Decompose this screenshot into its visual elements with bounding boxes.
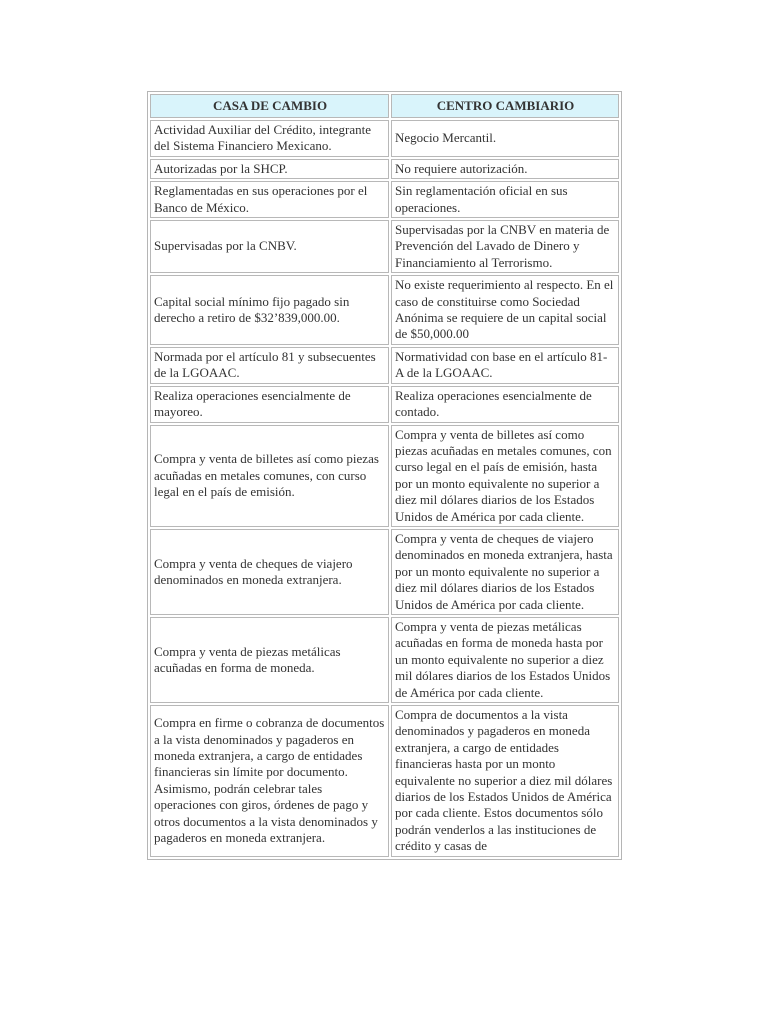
cell-casa-de-cambio: Normada por el artículo 81 y subsecuentes de la LGOAAC. — [150, 347, 389, 384]
cell-casa-de-cambio: Compra en firme o cobranza de documentos a la vista denominados y pagaderos en moneda extranjera, a cargo de entidades financieras sin límite por documento. Asimismo, podrán celebrar tales operaciones con giros, órdenes de pago y otros documentos a la vista denominados y pagaderos en moneda extranjera. — [150, 705, 389, 857]
table-row — [150, 529, 619, 615]
table-row — [150, 159, 619, 179]
header-centro-cambiario: CENTRO CAMBIARIO — [391, 94, 619, 118]
cell-casa-de-cambio: Compra y venta de cheques de viajero denominados en moneda extranjera. — [150, 529, 389, 615]
table-row — [150, 705, 619, 857]
table-row — [150, 347, 619, 384]
cell-centro-cambiario: Realiza operaciones esencialmente de contado. — [391, 386, 619, 423]
cell-centro-cambiario: Compra y venta de cheques de viajero denominados en moneda extranjera, hasta por un monto equivalente no superior a diez mil dólares diarios de los Estados Unidos de América por cada cliente. — [391, 529, 619, 615]
cell-centro-cambiario: Supervisadas por la CNBV en materia de Prevención del Lavado de Dinero y Financiamiento al Terrorismo. — [391, 220, 619, 273]
table-row — [150, 425, 619, 527]
cell-casa-de-cambio: Actividad Auxiliar del Crédito, integrante del Sistema Financiero Mexicano. — [150, 120, 389, 157]
table-row — [150, 181, 619, 218]
table-viewport — [147, 91, 622, 930]
cell-casa-de-cambio: Realiza operaciones esencialmente de mayoreo. — [150, 386, 389, 423]
cell-casa-de-cambio: Supervisadas por la CNBV. — [150, 220, 389, 273]
table-row — [150, 617, 619, 703]
cell-centro-cambiario: No requiere autorización. — [391, 159, 619, 179]
table-row — [150, 386, 619, 423]
cell-centro-cambiario: Compra y venta de piezas metálicas acuñadas en forma de moneda hasta por un monto equivalente no superior a diez mil dólares diarios de los Estados Unidos de América por cada cliente. — [391, 617, 619, 703]
header-casa-de-cambio: CASA DE CAMBIO — [150, 94, 389, 118]
table-row — [150, 220, 619, 273]
table-header-row — [150, 94, 619, 118]
cell-casa-de-cambio: Compra y venta de billetes así como piezas acuñadas en metales comunes, con curso legal en el país de emisión. — [150, 425, 389, 527]
cell-centro-cambiario: No existe requerimiento al respecto. En el caso de constituirse como Sociedad Anónima se requiere de un capital social de $50,000.00 — [391, 275, 619, 345]
cell-centro-cambiario: Negocio Mercantil. — [391, 120, 619, 157]
comparison-table — [147, 91, 622, 860]
cell-centro-cambiario: Compra de documentos a la vista denominados y pagaderos en moneda extranjera, a cargo de entidades financieras hasta por un monto equivalente no superior a diez mil dólares diarios de los Estados Unidos de América por cada cliente. Estos documentos sólo podrán venderlos a las instituciones de crédito y casas de — [391, 705, 619, 857]
table-row — [150, 120, 619, 157]
cell-casa-de-cambio: Autorizadas por la SHCP. — [150, 159, 389, 179]
cell-centro-cambiario: Normatividad con base en el artículo 81-A de la LGOAAC. — [391, 347, 619, 384]
table-row — [150, 275, 619, 345]
cell-casa-de-cambio: Reglamentadas en sus operaciones por el Banco de México. — [150, 181, 389, 218]
cell-centro-cambiario: Compra y venta de billetes así como piezas acuñadas en metales comunes, con curso legal en el país de emisión, hasta por un monto equivalente no superior a diez mil dólares diarios de los Estados Unidos de América por cada cliente. — [391, 425, 619, 527]
cell-casa-de-cambio: Compra y venta de piezas metálicas acuñadas en forma de moneda. — [150, 617, 389, 703]
cell-casa-de-cambio: Capital social mínimo fijo pagado sin derecho a retiro de $32’839,000.00. — [150, 275, 389, 345]
cell-centro-cambiario: Sin reglamentación oficial en sus operaciones. — [391, 181, 619, 218]
